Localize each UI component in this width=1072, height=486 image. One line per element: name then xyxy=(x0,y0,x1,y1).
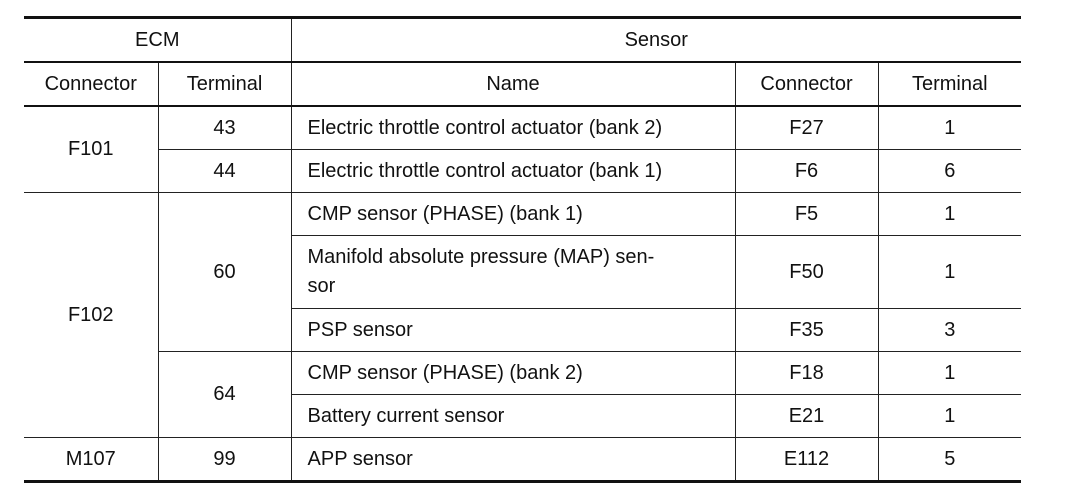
ecm-connector-cell: F101 xyxy=(24,106,158,193)
sensor-name-line-2: sor xyxy=(307,275,336,297)
sensor-connector-cell: F27 xyxy=(735,106,878,150)
table-row xyxy=(24,352,1021,395)
sensor-terminal-cell: 3 xyxy=(878,309,1021,352)
table-row xyxy=(24,438,1021,482)
sensor-name-cell: Electric throttle control actuator (bank 2) xyxy=(291,106,735,150)
sensor-name-cell xyxy=(291,236,735,309)
sensor-connector-header: Connector xyxy=(735,62,878,106)
sensor-name-cell: Battery current sensor xyxy=(291,395,735,438)
sensor-connector-cell: E112 xyxy=(735,438,878,482)
sensor-name-cell: APP sensor xyxy=(291,438,735,482)
sensor-terminal-cell: 6 xyxy=(878,150,1021,193)
sensor-terminal-cell: 1 xyxy=(878,352,1021,395)
sensor-group-header: Sensor xyxy=(291,18,1021,63)
sensor-connector-cell: F35 xyxy=(735,309,878,352)
sensor-connector-cell: F5 xyxy=(735,193,878,236)
ecm-group-header: ECM xyxy=(24,18,291,63)
sensor-connector-cell: F18 xyxy=(735,352,878,395)
sensor-name-cell: Electric throttle control actuator (bank 1) xyxy=(291,150,735,193)
ecm-terminal-cell: 43 xyxy=(158,106,291,150)
sensor-connector-cell: E21 xyxy=(735,395,878,438)
table-row xyxy=(24,193,1021,236)
column-header-row xyxy=(24,62,1021,106)
ecm-connector-header: Connector xyxy=(24,62,158,106)
sensor-name-header: Name xyxy=(291,62,735,106)
connector-table-container xyxy=(24,16,1021,483)
sensor-terminal-cell: 1 xyxy=(878,193,1021,236)
sensor-terminal-cell: 1 xyxy=(878,236,1021,309)
group-header-row xyxy=(24,18,1021,63)
table-row xyxy=(24,106,1021,150)
ecm-terminal-header: Terminal xyxy=(158,62,291,106)
table-row xyxy=(24,150,1021,193)
sensor-terminal-header: Terminal xyxy=(878,62,1021,106)
ecm-terminal-cell: 60 xyxy=(158,193,291,352)
ecm-terminal-cell: 99 xyxy=(158,438,291,482)
sensor-name-line-1: Manifold absolute pressure (MAP) sen- xyxy=(307,246,655,268)
sensor-name-cell: CMP sensor (PHASE) (bank 2) xyxy=(291,352,735,395)
sensor-connector-cell: F50 xyxy=(735,236,878,309)
sensor-terminal-cell: 1 xyxy=(878,395,1021,438)
ecm-connector-cell: M107 xyxy=(24,438,158,482)
sensor-terminal-cell: 5 xyxy=(878,438,1021,482)
sensor-terminal-cell: 1 xyxy=(878,106,1021,150)
sensor-connector-cell: F6 xyxy=(735,150,878,193)
ecm-connector-cell: F102 xyxy=(24,193,158,438)
ecm-terminal-cell: 64 xyxy=(158,352,291,438)
sensor-name-cell: PSP sensor xyxy=(291,309,735,352)
ecm-terminal-cell: 44 xyxy=(158,150,291,193)
sensor-name-cell: CMP sensor (PHASE) (bank 1) xyxy=(291,193,735,236)
ecm-sensor-connector-table xyxy=(24,16,1021,483)
